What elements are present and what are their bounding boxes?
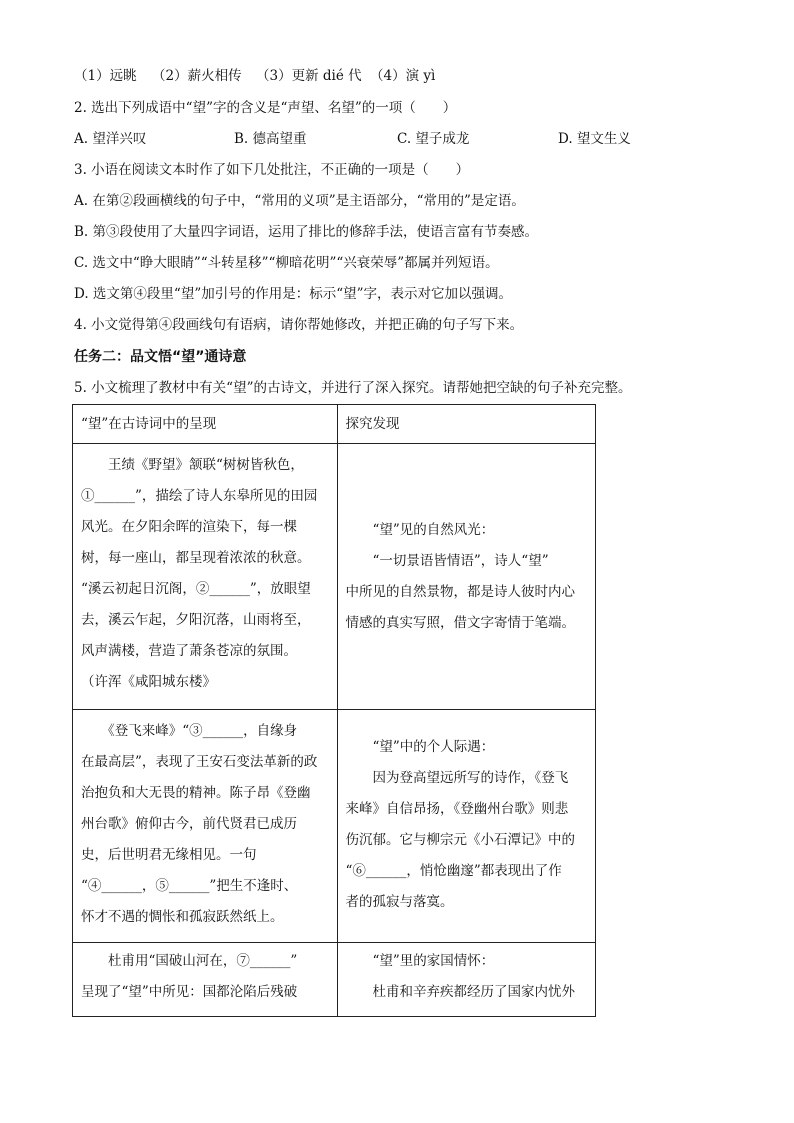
cell-line: 杜甫用“国破山河在，⑦______” (81, 953, 298, 969)
table-header-right: 探究发现 (337, 405, 596, 444)
q1-item-2: （2）薪火相传 (152, 68, 242, 84)
table-cell-left (73, 943, 338, 1017)
cell-line: 因为登高望远所写的诗作，《登飞 (345, 770, 569, 786)
table-row (73, 710, 596, 943)
cell-line: 树，每一座山，都呈现着浓浓的秋意。 (81, 550, 311, 566)
q2-option-b: B. 德高望重 (234, 131, 307, 147)
cell-line: 去，溪云乍起，夕阳沉落，山雨将至， (81, 612, 311, 628)
q5-stem: 5. 小文梳理了教材中有关“望”的古诗文，并进行了深入探究。请帮她把空缺的句子补充完整。 (74, 380, 632, 396)
q2-option-c: C. 望子成龙 (397, 131, 470, 147)
table-header-left: “望”在古诗词中的呈现 (73, 405, 338, 444)
table-cell-right (337, 444, 596, 710)
q2-option-d: D. 望文生义 (558, 131, 631, 147)
task2-heading: 任务二：品文悟“望”通诗意 (74, 349, 247, 365)
cell-line: 中所见的自然景物，都是诗人彼时内心 (345, 583, 575, 600)
cell-line: 呈现了“望”中所见：国都沦陷后残破 (81, 984, 298, 1000)
table-row (73, 444, 596, 710)
q3-option-d: D. 选文第④段里“望”加引号的作用是：标示“望”字，表示对它加以强调。 (74, 286, 513, 302)
cell-line: 怀才不遇的惆怅和孤寂跃然纸上。 (81, 909, 284, 925)
cell-line: 王绩《野望》颔联“树树皆秋色， (81, 457, 304, 473)
cell-line: （许浑《咸阳城东楼》 (81, 674, 216, 690)
q1-item-1: （1）远眺 (74, 68, 137, 84)
cell-line: 伤沉郁。它与柳宗元《小石潭记》中的 (345, 832, 575, 848)
cell-line: 来峰》自信昂扬，《登幽州台歌》则悲 (345, 801, 569, 817)
q1-item-4: （4）演 yì (370, 68, 436, 84)
table-row (73, 943, 596, 1017)
table-cell-left (73, 444, 338, 710)
table-cell-right (337, 710, 596, 943)
q1-item-3: （3）更新 dié 代 (256, 68, 362, 84)
table-cell-left (73, 710, 338, 943)
q3-option-b: B. 第③段使用了大量四字词语，运用了排比的修辞手法，使语言富有节奏感。 (74, 224, 539, 240)
cell-line: 史，后世明君无缘相见。一句 (81, 847, 257, 863)
cell-line: 情感的真实写照，借文字寄情于笔端。 (345, 614, 575, 631)
poem-table (72, 404, 596, 1017)
table-cell-right (337, 943, 596, 1017)
cell-line: 在最高层”，表现了王安石变法革新的政 (81, 754, 318, 770)
cell-line: ①______”，描绘了诗人东皋所见的田园 (81, 488, 318, 504)
cell-line: 杜甫和辛弃疾都经历了国家内忧外 (345, 984, 575, 1000)
q3-stem: 3. 小语在阅读文本时作了如下几处批注，不正确的一项是（ ） (74, 162, 470, 178)
table-header-row (73, 405, 596, 444)
q2-option-a: A. 望洋兴叹 (74, 131, 147, 147)
q2-stem: 2. 选出下列成语中“望”字的含义是“声望、名望”的一项（ ） (74, 100, 457, 116)
q3-option-a: A. 在第②段画横线的句子中，“常用的义项”是主语部分，“常用的”是定语。 (74, 193, 525, 209)
cell-line: “一切景语皆情语”，诗人“望” (345, 552, 549, 569)
cell-line: 《登飞来峰》“③______，自缘身 (81, 723, 298, 739)
cell-line: “望”里的家国情怀： (345, 953, 495, 969)
cell-line: 者的孤寂与落寞。 (345, 894, 454, 910)
cell-line: 治抱负和大无畏的精神。陈子昂《登幽 (81, 785, 311, 801)
cell-line: “望”中的个人际遇： (345, 739, 495, 755)
q4-stem: 4. 小文觉得第④段画线句有语病，请你帮她修改，并把正确的句子写下来。 (74, 317, 524, 333)
cell-line: “④______，⑤______”把生不逢时、 (81, 878, 298, 894)
cell-line: 风光。在夕阳余晖的渲染下，每一棵 (81, 519, 297, 535)
cell-line: 州台歌》俯仰古今，前代贤君已成历 (81, 816, 297, 832)
cell-line: “溪云初起日沉阁，②______”，放眼望 (81, 581, 311, 597)
cell-line: “⑥______，悄怆幽邃”都表现出了作 (345, 863, 562, 879)
q3-option-c: C. 选文中“睁大眼睛”“斗转星移”“柳暗花明”“兴衰荣辱”都属并列短语。 (74, 255, 499, 271)
cell-line: 风声满楼，营造了萧条苍凉的氛围。 (81, 643, 297, 659)
cell-line: “望”见的自然风光： (345, 521, 495, 538)
